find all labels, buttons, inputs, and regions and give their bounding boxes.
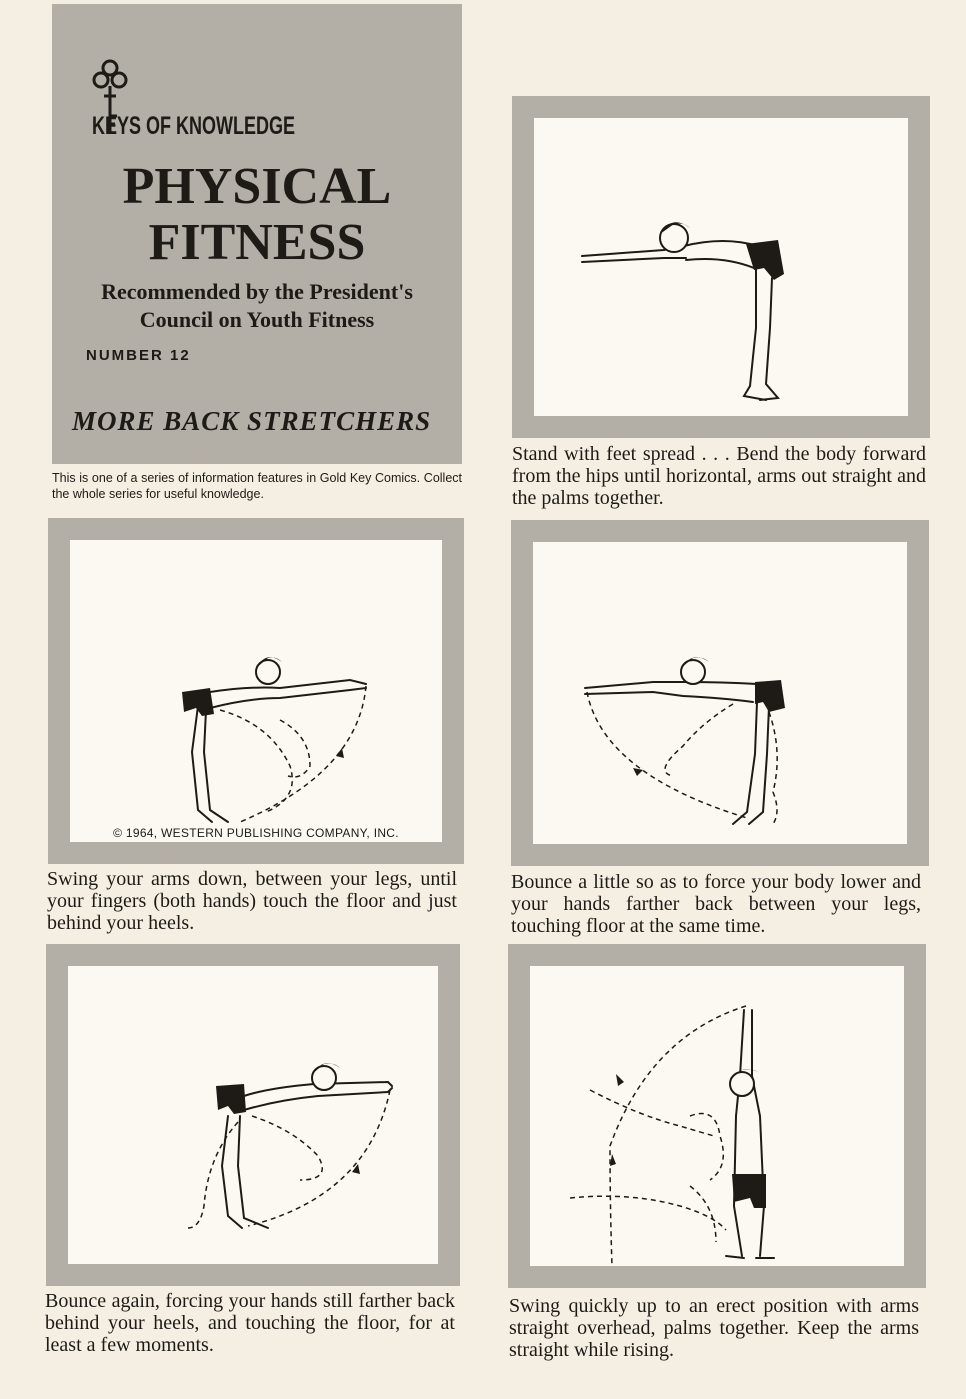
copyright-notice: © 1964, WESTERN PUBLISHING COMPANY, INC. [113, 826, 399, 840]
panel-4-caption: Bounce again, forcing your hands still farther back behind your heels, and touching the floor, for at least a few moments. [45, 1290, 455, 1356]
feature-header [52, 4, 462, 464]
recommendation-line-2: Council on Youth Fitness [139, 307, 375, 332]
panel-4-frame [68, 966, 438, 1264]
panel-5-caption: Swing quickly up to an erect position with arms straight overhead, palms together. Keep the arms straight while rising. [509, 1295, 919, 1361]
recommendation-line-1: Recommended by the President's [101, 279, 413, 304]
figure-bounce-again-icon [68, 966, 438, 1264]
figure-bend-forward-icon [534, 118, 908, 416]
panel-1-frame [534, 118, 908, 416]
title-line-1: PHYSICAL [122, 158, 392, 215]
figure-swing-down-icon [70, 540, 442, 842]
panel-1 [512, 96, 930, 438]
panel-2-caption: Swing your arms down, between your legs, until your fingers (both hands) touch the floor and just behind your heels. [47, 868, 457, 934]
panel-5-frame [530, 966, 904, 1266]
panel-4 [46, 944, 460, 1286]
series-name: KEYS OF KNOWLEDGE [92, 112, 296, 140]
panel-2-frame [70, 540, 442, 842]
issue-number: NUMBER 12 [86, 347, 191, 364]
figure-swing-up-icon [530, 966, 904, 1266]
title-line-2: FITNESS [148, 214, 366, 271]
panel-3-caption: Bounce a little so as to force your body lower and your hands farther back between your legs, touching floor at the same time. [511, 871, 921, 937]
feature-subtitle: MORE BACK STRETCHERS [72, 406, 432, 436]
panel-1-caption: Stand with feet spread . . . Bend the body forward from the hips until horizontal, arms out straight and the palms together. [512, 443, 926, 509]
panel-3-frame [533, 542, 907, 844]
panel-3 [511, 520, 929, 866]
intro-text: This is one of a series of information features in Gold Key Comics. Collect the whole series for useful knowledge. [52, 471, 462, 501]
panel-2 [48, 518, 464, 864]
panel-5 [508, 944, 926, 1288]
figure-bounce-icon [533, 542, 907, 844]
